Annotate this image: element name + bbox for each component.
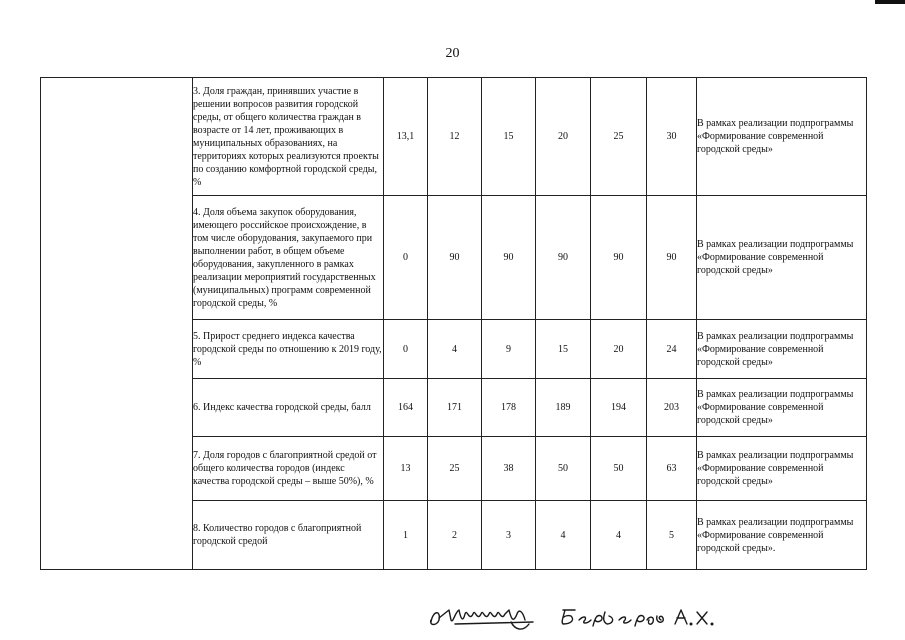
indicator-value: 63 <box>647 437 697 501</box>
indicator-value: 189 <box>536 379 591 437</box>
indicator-note: В рамках реализации подпрограммы «Формирование современной городской среды» <box>697 379 867 437</box>
indicator-value: 9 <box>482 320 536 379</box>
indicator-value: 38 <box>482 437 536 501</box>
indicator-name: 6. Индекс качества городской среды, балл <box>193 379 384 437</box>
indicator-value: 25 <box>428 437 482 501</box>
indicator-value: 0 <box>384 196 428 320</box>
indicator-value: 4 <box>536 501 591 570</box>
indicator-value: 13 <box>384 437 428 501</box>
indicator-value: 0 <box>384 320 428 379</box>
indicator-name: 7. Доля городов с благоприятной средой от общего количества городов (индекс качества городской среды – выше 50%), % <box>193 437 384 501</box>
page-number: 20 <box>445 46 460 61</box>
indicator-note: В рамках реализации подпрограммы «Формирование современной городской среды» <box>697 437 867 501</box>
indicator-note: В рамках реализации подпрограммы «Формирование современной городской среды» <box>697 320 867 379</box>
indicator-value: 20 <box>536 78 591 196</box>
indicator-value: 194 <box>591 379 647 437</box>
indicator-value: 1 <box>384 501 428 570</box>
indicator-value: 90 <box>428 196 482 320</box>
indicator-value: 20 <box>591 320 647 379</box>
indicator-name: 4. Доля объема закупок оборудования, имеющего российское происхождение, в том числе оборудования, закупаемого при выполнении работ, в общем объеме оборудования, закупленного в рамках реализации мероприятий государственных (муниципальных) программ современной городской среды, % <box>193 196 384 320</box>
indicator-value: 15 <box>482 78 536 196</box>
handwritten-signature <box>425 600 725 636</box>
indicator-note: В рамках реализации подпрограммы «Формирование современной городской среды» <box>697 196 867 320</box>
indicator-value: 50 <box>591 437 647 501</box>
indicator-value: 90 <box>482 196 536 320</box>
merged-blank-cell <box>41 78 193 570</box>
indicator-value: 90 <box>536 196 591 320</box>
indicator-value: 50 <box>536 437 591 501</box>
indicator-note: В рамках реализации подпрограммы «Формирование современной городской среды». <box>697 501 867 570</box>
indicator-name: 3. Доля граждан, принявших участие в решении вопросов развития городской среды, от общего количества граждан в возрасте от 14 лет, проживающих в муниципальных образованиях, на территориях которых реализуются проекты по созданию комфортной городской среды, % <box>193 78 384 196</box>
indicator-name: 5. Прирост среднего индекса качества городской среды по отношению к 2019 году, % <box>193 320 384 379</box>
table-row <box>41 78 867 196</box>
indicator-value: 178 <box>482 379 536 437</box>
indicator-value: 5 <box>647 501 697 570</box>
indicator-value: 171 <box>428 379 482 437</box>
indicator-name: 8. Количество городов с благоприятной городской средой <box>193 501 384 570</box>
indicator-value: 12 <box>428 78 482 196</box>
corner-mark <box>875 0 905 4</box>
indicator-note: В рамках реализации подпрограммы «Формирование современной городской среды» <box>697 78 867 196</box>
indicator-value: 25 <box>591 78 647 196</box>
indicator-value: 4 <box>591 501 647 570</box>
indicator-value: 4 <box>428 320 482 379</box>
indicator-value: 3 <box>482 501 536 570</box>
indicator-value: 2 <box>428 501 482 570</box>
indicator-value: 24 <box>647 320 697 379</box>
indicator-value: 15 <box>536 320 591 379</box>
indicator-value: 90 <box>647 196 697 320</box>
indicator-value: 13,1 <box>384 78 428 196</box>
indicator-value: 90 <box>591 196 647 320</box>
indicators-table <box>40 77 867 570</box>
indicator-value: 30 <box>647 78 697 196</box>
signature-image <box>425 600 725 636</box>
indicator-value: 164 <box>384 379 428 437</box>
indicator-value: 203 <box>647 379 697 437</box>
